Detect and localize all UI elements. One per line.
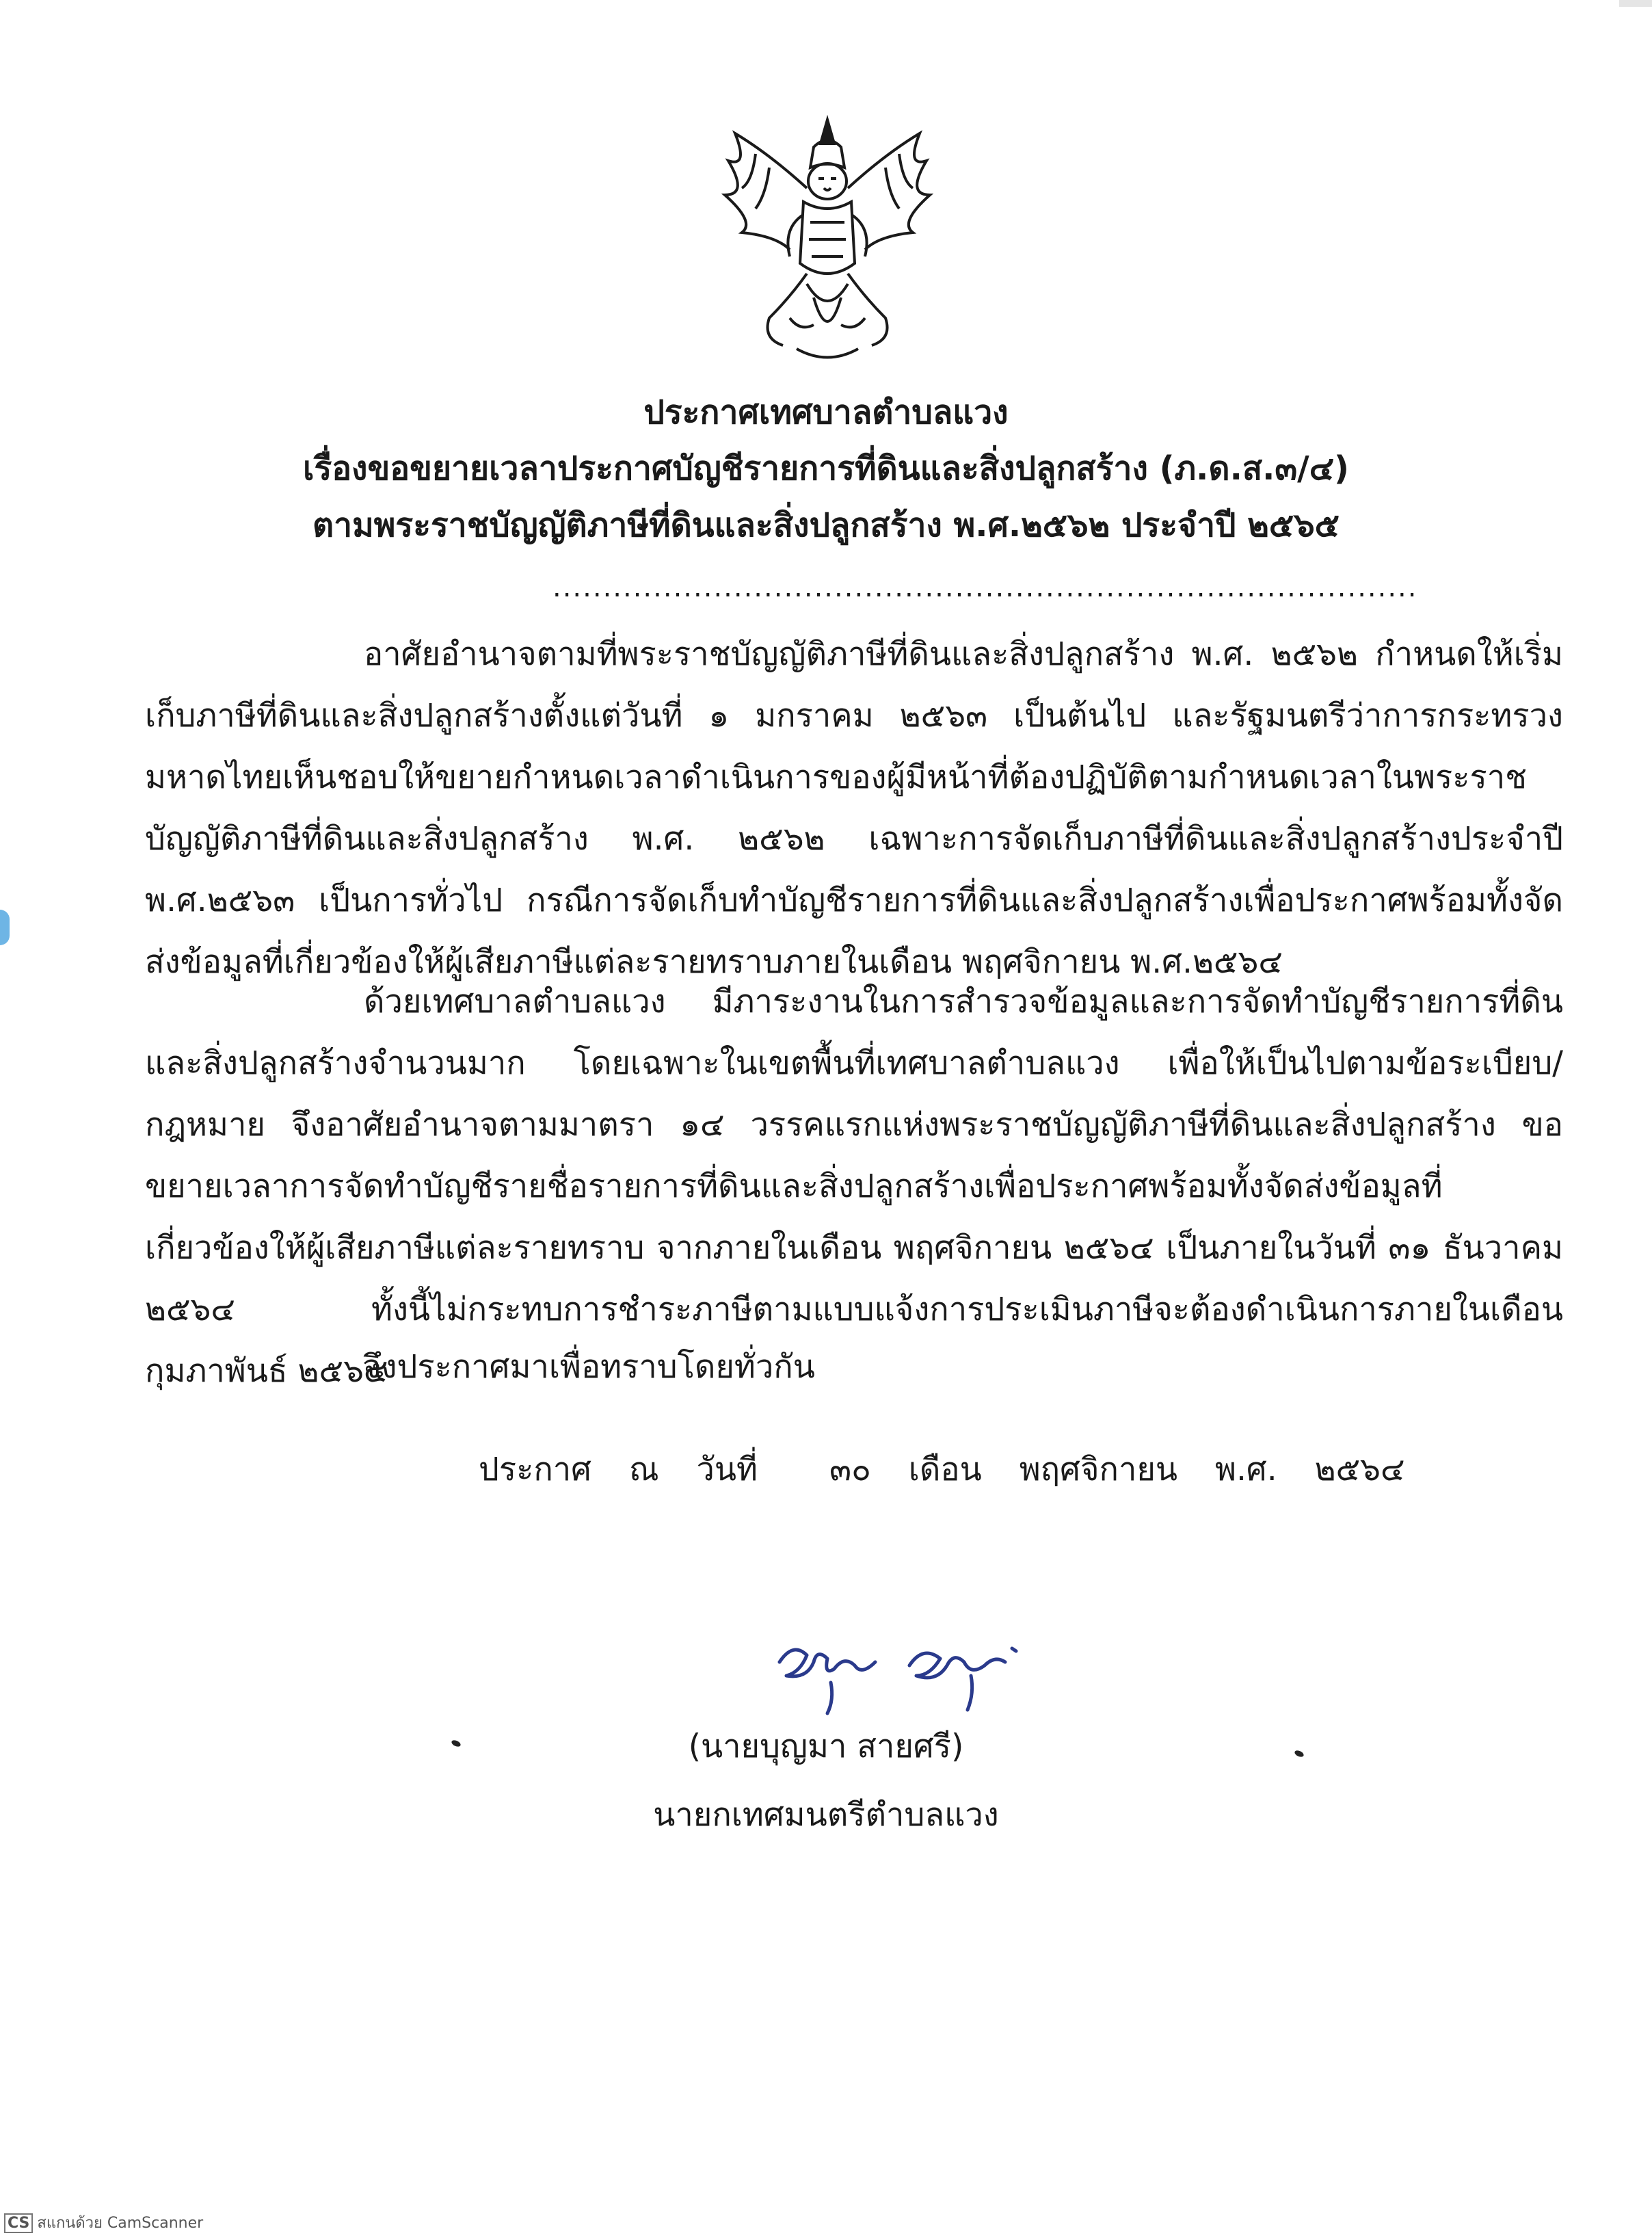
- date-month: พฤศจิกายน: [1019, 1451, 1178, 1488]
- scanner-watermark: [4, 2211, 203, 2235]
- paragraph-2-text: ด้วยเทศบาลตำบลแวง มีภาระงานในการสำรวจข้อมูลและการจัดทำบัญชีรายการที่ดินและสิ่งปลูกสร้างจำนวนมาก โดยเฉพาะในเขตพื้นที่เทศบาลตำบลแวง เพื่อให้เป็นไปตามข้อระเบียบ/กฎหมาย จึงอาศัยอำนาจตามมาตรา ๑๔ วรรคแรกแห่งพระราชบัญญัติภาษีที่ดินและสิ่งปลูกสร้าง ขอขยายเวลาการจัดทำบัญชีรายชื่อรายการที่ดินและสิ่งปลูกสร้างเพื่อประกาศพร้อมทั้งจัดส่งข้อมูลที่เกี่ยวข้องให้ผู้เสียภาษีแต่ละรายทราบ จากภายในเดือน พฤศจิกายน ๒๕๖๔ เป็นภายในวันที่ ๓๑ ธันวาคม ๒๕๖๔ ทั้งนี้ไม่กระทบการชำระภาษีตามแบบแจ้งการประเมินภาษีจะต้องดำเนินการภายในเดือน กุมภาพันธ์ ๒๕๖๕: [145, 983, 1563, 1390]
- handwritten-signature: [766, 1635, 1053, 1717]
- closing-statement: จึงประกาศมาเพื่อทราบโดยทั่วกัน: [362, 1348, 815, 1386]
- date-day: ๓๐: [829, 1451, 871, 1488]
- announcement-date: [479, 1443, 1433, 1494]
- date-year: ๒๕๖๔: [1314, 1451, 1405, 1488]
- paragraph-1-text: อาศัยอำนาจตามที่พระราชบัญญัติภาษีที่ดินและสิ่งปลูกสร้าง พ.ศ. ๒๕๖๒ กำหนดให้เริ่มเก็บภาษีที่ดินและสิ่งปลูกสร้างตั้งแต่วันที่ ๑ มกราคม ๒๕๖๓ เป็นต้นไป และรัฐมนตรีว่าการกระทรวงมหาดไทยเห็นชอบให้ขยายกำหนดเวลาดำเนินการของผู้มีหน้าที่ต้องปฏิบัติตามกำหนดเวลาในพระราชบัญญัติภาษีที่ดินและสิ่งปลูกสร้าง พ.ศ. ๒๕๖๒ เฉพาะการจัดเก็บภาษีที่ดินและสิ่งปลูกสร้างประจำปี พ.ศ.๒๕๖๓ เป็นการทั่วไป กรณีการจัดเก็บทำบัญชีรายการที่ดินและสิ่งปลูกสร้างเพื่อประกาศพร้อมทั้งจัดส่งข้อมูลที่เกี่ยวข้องให้ผู้เสียภาษีแต่ละรายทราบภายในเดือน พฤศจิกายน พ.ศ.๒๕๖๔: [145, 635, 1563, 981]
- header-line-3: ตามพระราชบัญญัติภาษีที่ดินและสิ่งปลูกสร้าง พ.ศ.๒๕๖๒ ประจำปี ๒๕๖๕: [312, 506, 1340, 544]
- body-paragraph-1: [145, 624, 1563, 993]
- signatory-title: นายกเทศมนตรีตำบลแวง: [653, 1796, 999, 1834]
- date-at: ณ: [628, 1451, 659, 1488]
- date-day-label: วันที่: [696, 1451, 758, 1488]
- header-line-1: ประกาศเทศบาลตำบลแวง: [643, 393, 1009, 432]
- announcement-subject: [0, 443, 1652, 495]
- announcement-act: [0, 499, 1652, 551]
- body-paragraph-2: [145, 971, 1563, 1402]
- dotted-divider: ......................................................................................: [552, 572, 1418, 603]
- date-prefix: ประกาศ: [479, 1451, 592, 1488]
- announcement-header: [0, 386, 1652, 438]
- signatory-name: (นายบุญมา สายศรี): [688, 1728, 964, 1765]
- scanner-text: สแกนด้วย CamScanner: [37, 2215, 204, 2232]
- garuda-emblem: [687, 113, 968, 373]
- camscanner-badge: CS: [4, 2213, 33, 2233]
- edge-mark: [0, 910, 10, 945]
- header-line-2: เรื่องขอขยายเวลาประกาศบัญชีรายการที่ดินและสิ่งปลูกสร้าง (ภ.ด.ส.๓/๔): [303, 449, 1349, 488]
- date-month-label: เดือน: [908, 1451, 982, 1488]
- page-corner: [1619, 0, 1652, 7]
- date-year-label: พ.ศ.: [1214, 1451, 1277, 1488]
